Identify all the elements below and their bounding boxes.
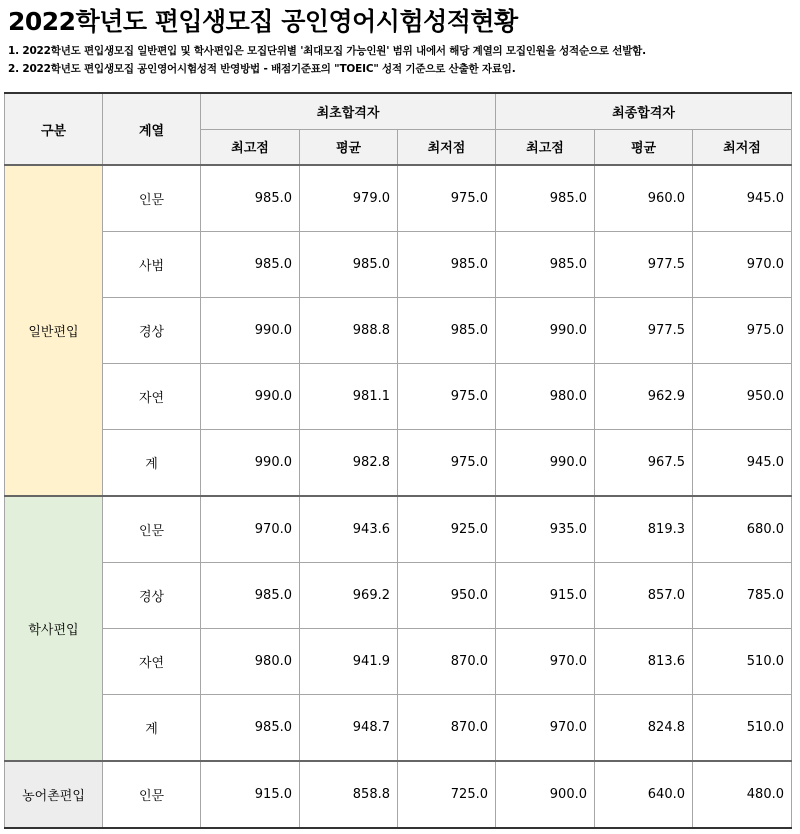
field-label: 인문 xyxy=(103,165,201,232)
score-final-max: 900.0 xyxy=(496,761,595,828)
score-final-max: 990.0 xyxy=(496,430,595,497)
header-final-max: 최고점 xyxy=(496,129,595,165)
score-first-avg: 979.0 xyxy=(300,165,398,232)
score-final-avg: 962.9 xyxy=(595,364,693,430)
score-final-max: 990.0 xyxy=(496,298,595,364)
score-first-min: 975.0 xyxy=(398,165,496,232)
score-first-max: 985.0 xyxy=(201,165,300,232)
header-category: 구분 xyxy=(5,93,103,165)
score-first-avg: 948.7 xyxy=(300,695,398,762)
score-final-avg: 640.0 xyxy=(595,761,693,828)
table-row xyxy=(5,563,792,629)
header-first-max: 최고점 xyxy=(201,129,300,165)
field-label: 인문 xyxy=(103,496,201,563)
score-first-min: 985.0 xyxy=(398,232,496,298)
score-first-avg: 969.2 xyxy=(300,563,398,629)
score-final-avg: 824.8 xyxy=(595,695,693,762)
field-label: 경상 xyxy=(103,298,201,364)
header-field: 계열 xyxy=(103,93,201,165)
score-first-max: 990.0 xyxy=(201,298,300,364)
field-label: 인문 xyxy=(103,761,201,828)
table-row xyxy=(5,232,792,298)
score-first-max: 985.0 xyxy=(201,563,300,629)
score-first-avg: 981.1 xyxy=(300,364,398,430)
score-final-avg: 977.5 xyxy=(595,232,693,298)
score-final-max: 980.0 xyxy=(496,364,595,430)
score-first-avg: 941.9 xyxy=(300,629,398,695)
score-first-max: 970.0 xyxy=(201,496,300,563)
score-table xyxy=(4,92,792,829)
score-final-min: 945.0 xyxy=(693,430,792,497)
score-final-max: 970.0 xyxy=(496,629,595,695)
score-first-avg: 858.8 xyxy=(300,761,398,828)
score-first-min: 725.0 xyxy=(398,761,496,828)
page-title: 2022학년도 편입생모집 공인영어시험성적현황 xyxy=(8,7,518,36)
score-final-max: 970.0 xyxy=(496,695,595,762)
score-final-min: 945.0 xyxy=(693,165,792,232)
score-final-min: 970.0 xyxy=(693,232,792,298)
score-final-max: 915.0 xyxy=(496,563,595,629)
field-label: 사범 xyxy=(103,232,201,298)
score-final-max: 935.0 xyxy=(496,496,595,563)
field-label: 경상 xyxy=(103,563,201,629)
table-body xyxy=(5,165,792,828)
group-label: 농어촌편입 xyxy=(5,761,103,828)
score-first-avg: 988.8 xyxy=(300,298,398,364)
note-2: 2. 2022학년도 편입생모집 공인영어시험성적 반영방법 - 배점기준표의 "TOEIC" 성적 기준으로 산출한 자료임. xyxy=(8,63,516,75)
table-row xyxy=(5,364,792,430)
score-final-min: 680.0 xyxy=(693,496,792,563)
score-final-avg: 977.5 xyxy=(595,298,693,364)
table-row xyxy=(5,430,792,497)
score-first-max: 980.0 xyxy=(201,629,300,695)
score-first-avg: 985.0 xyxy=(300,232,398,298)
score-first-min: 975.0 xyxy=(398,364,496,430)
header-first-pass: 최초합격자 xyxy=(201,93,496,129)
group-label: 학사편입 xyxy=(5,496,103,761)
score-first-min: 870.0 xyxy=(398,695,496,762)
header-final-avg: 평균 xyxy=(595,129,693,165)
score-final-min: 510.0 xyxy=(693,629,792,695)
group-label: 일반편입 xyxy=(5,165,103,496)
score-final-avg: 960.0 xyxy=(595,165,693,232)
score-final-min: 950.0 xyxy=(693,364,792,430)
field-label: 계 xyxy=(103,430,201,497)
score-final-min: 510.0 xyxy=(693,695,792,762)
score-final-avg: 967.5 xyxy=(595,430,693,497)
header-first-avg: 평균 xyxy=(300,129,398,165)
score-first-min: 925.0 xyxy=(398,496,496,563)
score-final-min: 480.0 xyxy=(693,761,792,828)
table-row xyxy=(5,496,792,563)
score-first-max: 985.0 xyxy=(201,232,300,298)
table-row xyxy=(5,629,792,695)
score-first-min: 950.0 xyxy=(398,563,496,629)
score-first-avg: 982.8 xyxy=(300,430,398,497)
table-row xyxy=(5,298,792,364)
score-first-min: 870.0 xyxy=(398,629,496,695)
header-first-min: 최저점 xyxy=(398,129,496,165)
score-first-max: 990.0 xyxy=(201,430,300,497)
score-final-min: 975.0 xyxy=(693,298,792,364)
header-final-pass: 최종합격자 xyxy=(496,93,792,129)
score-final-min: 785.0 xyxy=(693,563,792,629)
score-final-max: 985.0 xyxy=(496,232,595,298)
score-final-max: 985.0 xyxy=(496,165,595,232)
score-final-avg: 857.0 xyxy=(595,563,693,629)
note-1: 1. 2022학년도 편입생모집 일반편입 및 학사편입은 모집단위별 '최대모집 가능인원' 범위 내에서 해당 계열의 모집인원을 성적순으로 선발함. xyxy=(8,45,646,57)
table-row xyxy=(5,165,792,232)
score-first-max: 990.0 xyxy=(201,364,300,430)
score-first-max: 915.0 xyxy=(201,761,300,828)
header-final-min: 최저점 xyxy=(693,129,792,165)
score-final-avg: 819.3 xyxy=(595,496,693,563)
score-first-min: 985.0 xyxy=(398,298,496,364)
score-final-avg: 813.6 xyxy=(595,629,693,695)
table-row xyxy=(5,695,792,762)
field-label: 자연 xyxy=(103,364,201,430)
score-first-avg: 943.6 xyxy=(300,496,398,563)
score-first-min: 975.0 xyxy=(398,430,496,497)
table-row xyxy=(5,761,792,828)
field-label: 자연 xyxy=(103,629,201,695)
field-label: 계 xyxy=(103,695,201,762)
score-first-max: 985.0 xyxy=(201,695,300,762)
